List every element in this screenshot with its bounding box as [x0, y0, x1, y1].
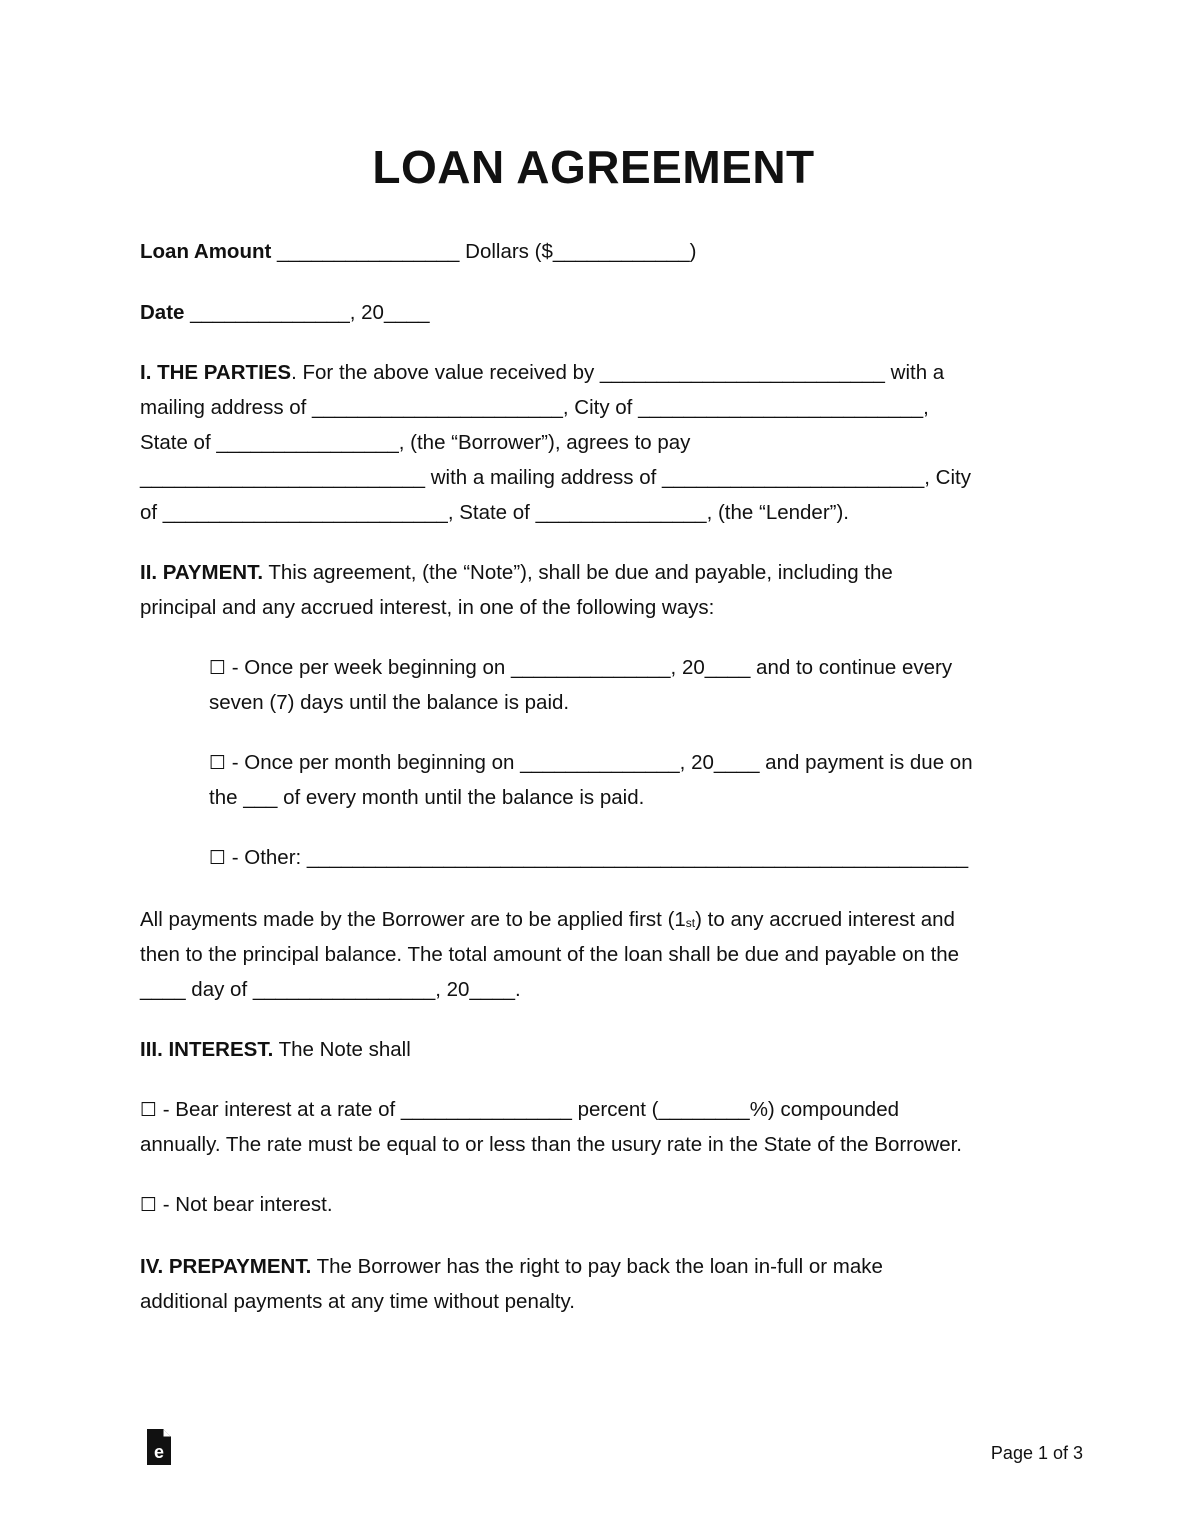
loan-amount-label: Loan Amount [140, 240, 272, 263]
payment-text-1: This agreement, (the “Note”), shall be due and payable, including the [263, 561, 893, 584]
loan-amount-line [140, 242, 697, 263]
eforms-logo-icon [146, 1428, 172, 1466]
no-interest-checkbox[interactable]: ☐ [140, 1195, 158, 1216]
payment-line-2: principal and any accrued interest, in one of the following ways: [140, 596, 715, 619]
date-label: Date [140, 301, 185, 324]
weekly-checkbox[interactable]: ☐ [209, 658, 227, 679]
payment-para-line-1 [140, 910, 955, 931]
monthly-checkbox[interactable]: ☐ [209, 753, 227, 774]
bear-interest-checkbox[interactable]: ☐ [140, 1100, 158, 1121]
parties-heading: I. THE PARTIES [140, 361, 292, 384]
parties-line-1 [140, 363, 944, 384]
parties-line-4: _________________________ with a mailing address of _______________________, City [140, 466, 971, 489]
payment-para-ordinal: st [685, 916, 696, 930]
payment-line-1 [140, 563, 893, 584]
monthly-text: - Once per month beginning on ______________, 20____ and payment is due on [226, 751, 973, 774]
prepayment-line-1 [140, 1257, 883, 1278]
other-text: - Other: __________________________________________________________ [226, 846, 969, 869]
payment-option-other [209, 848, 968, 869]
parties-line-5: of _________________________, State of _______________, (the “Lender”). [140, 501, 850, 524]
parties-line-2: mailing address of ______________________, City of _________________________, [140, 396, 929, 419]
interest-line-1 [140, 1040, 411, 1061]
other-checkbox[interactable]: ☐ [209, 848, 227, 869]
interest-option-none [140, 1195, 333, 1216]
interest-option-bear [140, 1100, 899, 1121]
payment-option-weekly-cont: seven (7) days until the balance is paid. [209, 691, 570, 714]
prepayment-text-1: The Borrower has the right to pay back the loan in-full or make [311, 1255, 883, 1278]
loan-amount-blank: ________________ [271, 240, 466, 263]
payment-option-monthly [209, 753, 973, 774]
weekly-text: - Once per week beginning on ______________, 20____ and to continue every [226, 656, 953, 679]
prepayment-heading: IV. PREPAYMENT. [140, 1255, 312, 1278]
svg-text:e: e [153, 1442, 165, 1462]
parties-text-1: . For the above value received by _________________________ with a [291, 361, 945, 384]
payment-para-text-a: All payments made by the Borrower are to be applied first (1 [140, 908, 686, 931]
document-title: LOAN AGREEMENT [372, 141, 815, 193]
payment-heading: II. PAYMENT. [140, 561, 264, 584]
prepayment-line-2: additional payments at any time without penalty. [140, 1290, 575, 1313]
payment-option-weekly [209, 658, 952, 679]
no-interest-text: - Not bear interest. [157, 1193, 333, 1216]
payment-para-text-b: ) to any accrued interest and [695, 908, 955, 931]
interest-text-1: The Note shall [273, 1038, 411, 1061]
loan-amount-dollars: Dollars ($____________) [465, 240, 697, 263]
interest-option-bear-cont: annually. The rate must be equal to or less than the usury rate in the State of the Borrower. [140, 1133, 962, 1156]
parties-line-3: State of ________________, (the “Borrower”), agrees to pay [140, 431, 691, 454]
payment-para-line-2: then to the principal balance. The total amount of the loan shall be due and payable on the [140, 943, 960, 966]
payment-para-line-3: ____ day of ________________, 20____. [140, 978, 521, 1001]
bear-interest-text: - Bear interest at a rate of _______________ percent (________%) compounded [157, 1098, 899, 1121]
date-line [140, 303, 430, 324]
interest-heading: III. INTEREST. [140, 1038, 274, 1061]
page-number: Page 1 of 3 [990, 1443, 1083, 1463]
payment-option-monthly-cont: the ___ of every month until the balance is paid. [209, 786, 645, 809]
date-blank: ______________, 20____ [184, 301, 430, 324]
